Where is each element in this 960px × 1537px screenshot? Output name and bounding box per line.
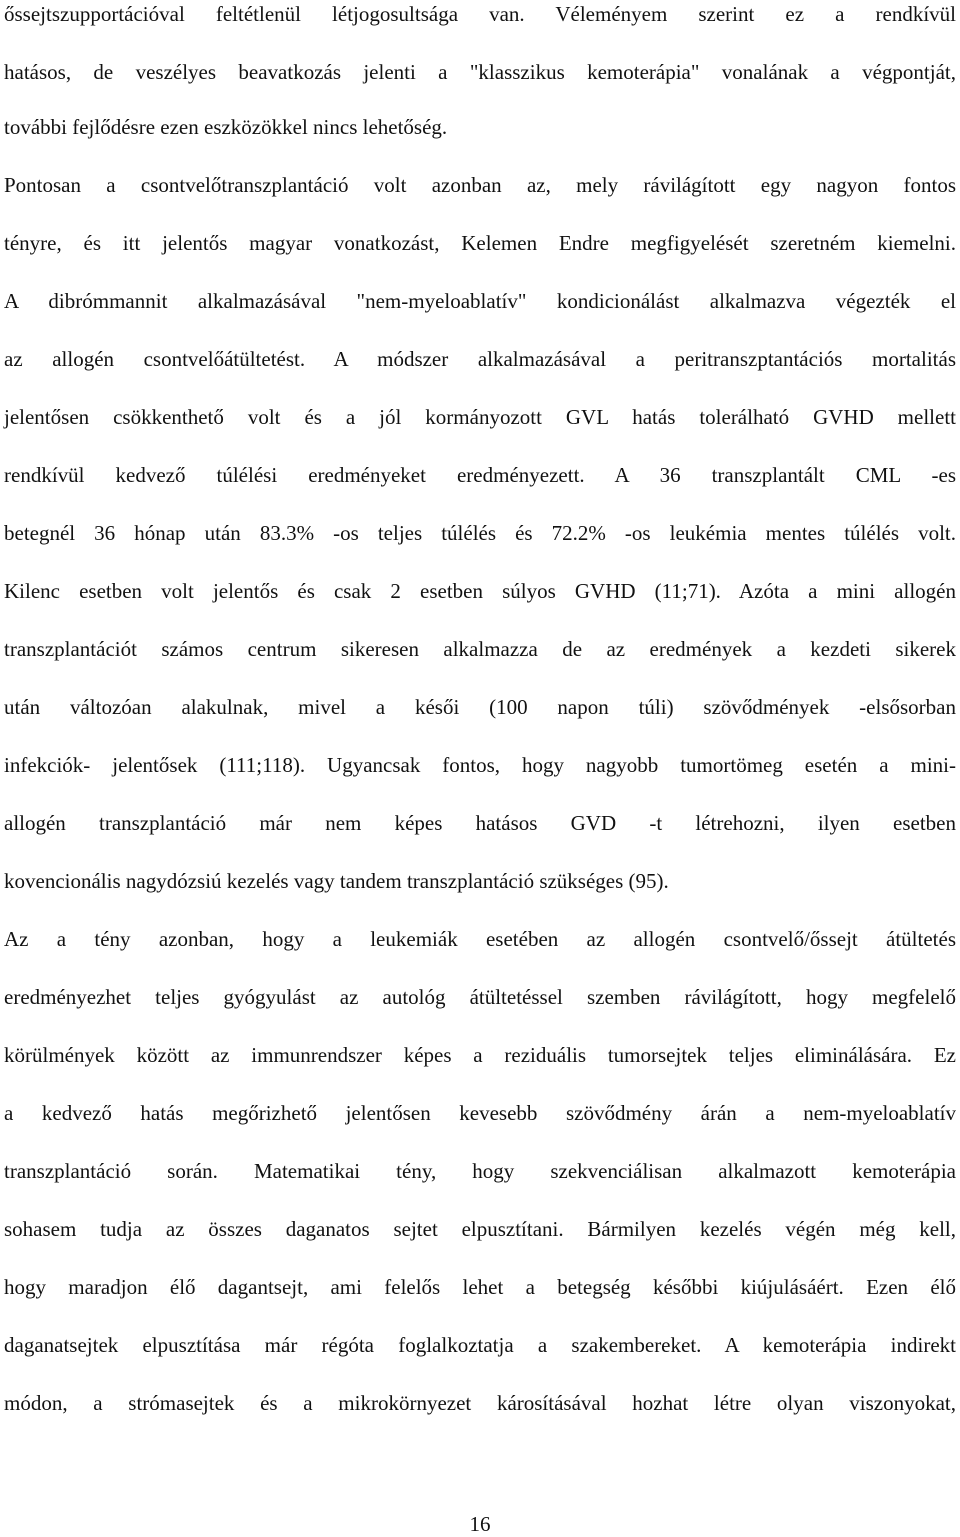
text-line: infekciók- jelentősek (111;118). Ugyancsak fontos, hogy nagyobb tumortömeg esetén a mini- <box>4 753 956 777</box>
text-line: Kilenc esetben volt jelentős és csak 2 esetben súlyos GVHD (11;71). Azóta a mini allogén <box>4 579 956 603</box>
text-line: a kedvező hatás megőrizhető jelentősen kevesebb szövődmény árán a nem-myeloablatív <box>4 1101 956 1125</box>
text-line: transzplantációt számos centrum sikeresen alkalmazza de az eredmények a kezdeti sikerek <box>4 637 956 661</box>
text-line: rendkívül kedvező túlélési eredményeket eredményezett. A 36 transzplantált CML -es <box>4 463 956 487</box>
text-line: hogy maradjon élő dagantsejt, ami felelős lehet a betegség későbbi kiújulásáért. Ezen élő <box>4 1275 956 1299</box>
text-line: betegnél 36 hónap után 83.3% -os teljes túlélés és 72.2% -os leukémia mentes túlélés volt. <box>4 521 956 545</box>
text-line: további fejlődésre ezen eszközökkel nincs lehetőség. <box>4 115 448 139</box>
text-line: eredményezhet teljes gyógyulást az autológ átültetéssel szemben rávilágított, hogy megfelelő <box>4 985 956 1009</box>
text-line: transzplantáció során. Matematikai tény, hogy szekvenciálisan alkalmazott kemoterápia <box>4 1159 956 1183</box>
page-number: 16 <box>469 1512 491 1536</box>
text-line: A dibrómmannit alkalmazásával "nem-myeloablatív" kondicionálást alkalmazva végezték el <box>4 289 956 313</box>
text-line: módon, a strómasejtek és a mikrokörnyezet károsításával hozhat létre olyan viszonyokat, <box>4 1391 956 1415</box>
text-line: kovencionális nagydózsiú kezelés vagy tandem transzplantáció szükséges (95). <box>4 869 669 893</box>
text-line: sohasem tudja az összes daganatos sejtet elpusztítani. Bármilyen kezelés végén még kell, <box>4 1217 956 1241</box>
text-line: Pontosan a csontvelőtranszplantáció volt azonban az, mely rávilágított egy nagyon fontos <box>4 173 956 197</box>
text-line: Az a tény azonban, hogy a leukemiák esetében az allogén csontvelő/őssejt átültetés <box>4 927 956 951</box>
text-line: tényre, és itt jelentős magyar vonatkozást, Kelemen Endre megfigyelését szeretném kiemelni. <box>4 231 956 255</box>
text-line: daganatsejtek elpusztítása már régóta foglalkoztatja a szakembereket. A kemoterápia indirekt <box>4 1333 956 1357</box>
text-line: hatásos, de veszélyes beavatkozás jelenti a "klasszikus kemoterápia" vonalának a végpontját, <box>4 60 956 84</box>
text-line: őssejtszupportációval feltétlenül létjogosultsága van. Véleményem szerint ez a rendkívül <box>4 2 956 26</box>
text-line: az allogén csontvelőátültetést. A módszer alkalmazásával a peritranszptantációs mortalitás <box>4 347 956 371</box>
text-line: jelentősen csökkenthető volt és a jól kormányozott GVL hatás tolerálható GVHD mellett <box>4 405 956 429</box>
text-line: után változóan alakulnak, mivel a késői (100 napon túli) szövődmények -elsősorban <box>4 695 956 719</box>
text-line: allogén transzplantáció már nem képes hatásos GVD -t létrehozni, ilyen esetben <box>4 811 956 835</box>
text-line: körülmények között az immunrendszer képes a reziduális tumorsejtek teljes eliminálására. Ez <box>4 1043 956 1067</box>
